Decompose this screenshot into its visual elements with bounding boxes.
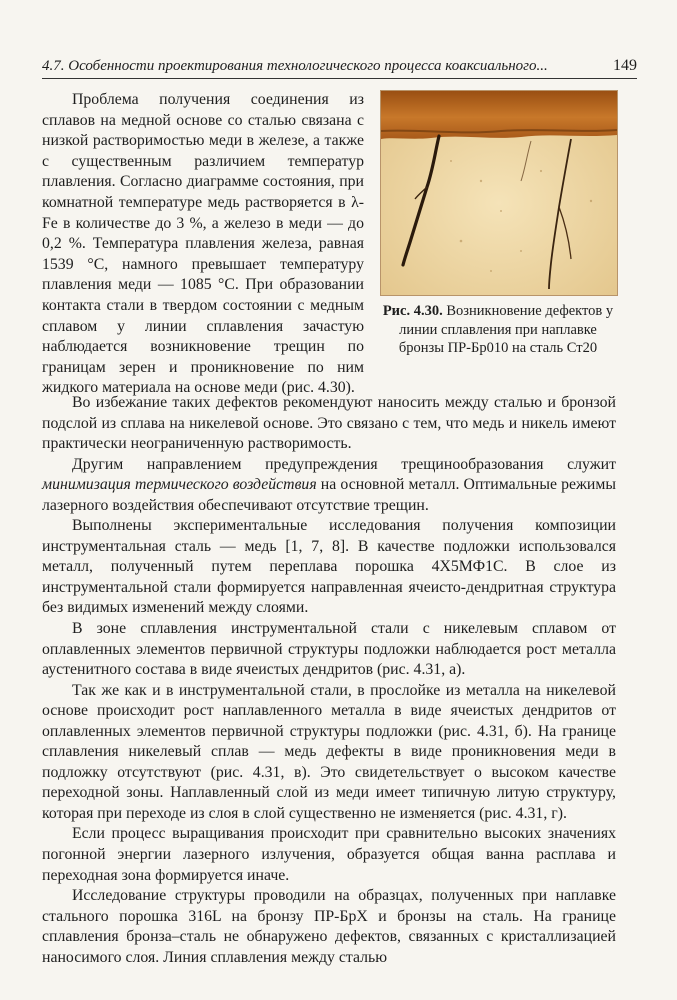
paragraph-1: Проблема получения соединения из сплавов на медной основе со сталью связана с низкой растворимостью меди в железе, а также с существенным различием температур плавления. Согласно диаграмме состояния, при комнатной температуре медь растворяется в λ-Fe в количестве до 3 %, а железо в меди — до 0,2 %. Температура плавления железа, равная 1539 °С, намного превышает температуру плавления меди — 1085 °С. При образовании контакта стали в твердом состоянии с медным сплавом у линии сплавления зачастую наблюдается возникновение трещин по границам зерен и проникновение по ним жидкого материала на основе меди (рис. 4.30). xyxy=(42,91,364,397)
intro-column xyxy=(42,90,364,399)
figure-4-30-caption xyxy=(380,302,616,358)
page-number: 149 xyxy=(613,57,637,74)
paragraph-3-start: Другим направлением предупреждения трещинообразования служит xyxy=(72,455,616,473)
paragraph-3-end: на основной металл. Оптимальные режимы лазерного воздействия обеспечивают отсутствие трещин. xyxy=(42,476,616,514)
running-title: 4.7. Особенности проектирования технологического процесса коаксиального... xyxy=(42,58,548,74)
paragraph-8: Исследование структуры проводили на образцах, полученных при наплавке стального порошка 316L на бронзу ПР-БрХ и бронзы на сталь. На границе сплавления бронза–сталь не обнаружено дефектов, связанных с кристаллизацией наносимого слоя. Линия сплавления между сталью xyxy=(42,887,616,966)
paragraph-2: Во избежание таких дефектов рекомендуют наносить между сталью и бронзой подслой из сплава на никелевой основе. Это связано с тем, что медь и никель имеют практически неограниченную растворимость. xyxy=(42,394,616,453)
figure-4-30-image xyxy=(380,90,618,296)
figure-caption-text: Возникновение дефектов у линии сплавления при наплавке бронзы ПР-Бр010 на сталь Ст20 xyxy=(398,303,614,356)
paragraph-3 xyxy=(42,455,616,517)
paragraph-6: Так же как и в инструментальной стали, в прослойке из металла на никелевой основе происходит рост наплавленного металла в виде ячеистых дендритов от оплавленных элементов первичной структуры подложки (рис. 4.31, б). На границе сплавления никелевый сплав — медь дефекты в виде проникновения меди в подложку отсутствуют (рис. 4.31, в). Это свидетельствует о высоком качестве переходной зоны. Наплавленный слой из меди имеет типичную литую структуру, которая при переходе из слоя в слой существенно не изменяется (рис. 4.31, г). xyxy=(42,681,616,822)
figure-label: Рис. 4.30. xyxy=(382,303,443,319)
paragraph-5: В зоне сплавления инструментальной стали с никелевым сплавом от оплавленных элементов первичной структуры подложки наблюдается рост металла аустенитного состава в виде ячеистых дендритов (рис. 4.31, а). xyxy=(42,620,616,679)
header-divider xyxy=(42,78,637,79)
main-text xyxy=(42,393,616,968)
running-header xyxy=(42,56,637,78)
paragraph-4: Выполнены экспериментальные исследования получения композиции инструментальная сталь — медь [1, 7, 8]. В качестве подложки использовался металл, полученный путем переплава порошка 4Х5МФ1С. В слое из инструментальной стали формируется направленная ячеисто-дендритная структура без видимых изменений между слоями. xyxy=(42,517,616,617)
paragraph-3-emphasis: минимизация термического воздействия xyxy=(42,476,317,494)
paragraph-7: Если процесс выращивания происходит при сравнительно высоких значениях погонной энергии лазерного излучения, образуется общая ванна расплава и переходная зона формируется иначе. xyxy=(42,825,616,884)
micrograph-cracks-fusion-line-icon xyxy=(381,91,617,295)
